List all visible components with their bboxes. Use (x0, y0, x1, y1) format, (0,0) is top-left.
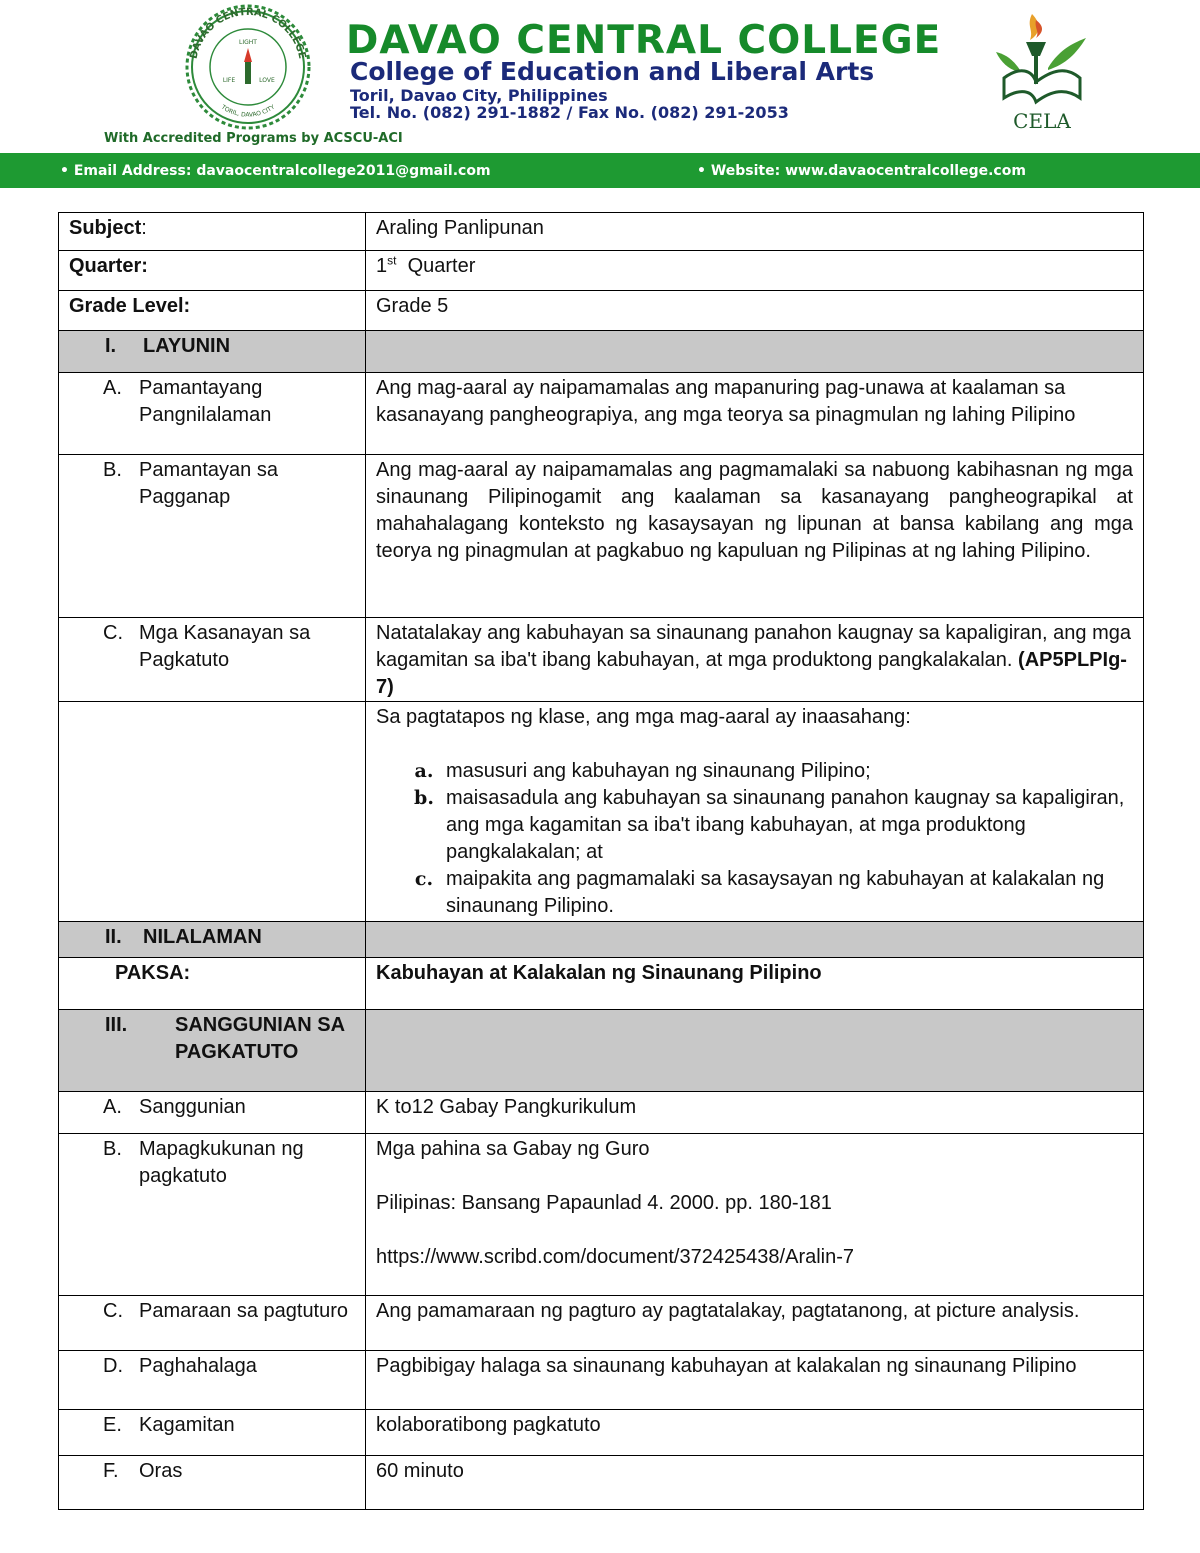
layunin-a-text: Ang mag-aaral ay naipamamalas ang mapanuring pag-unawa at kaalaman sa kasanayang pangheograpiya, ang mga teorya sa pinagmulan ng lahing Pilipino (366, 373, 1144, 455)
quarter-label: Quarter: (59, 251, 366, 291)
paksa-row (59, 958, 1144, 1010)
sanggunian-c-label: Pamaraan sa pagtuturo (139, 1300, 349, 1322)
sanggunian-row-c (59, 1296, 1144, 1351)
sanggunian-b-label: Mapagkukunan ng pagkatuto (139, 1138, 304, 1187)
layunin-c-text: Natatalakay ang kabuhayan sa sinaunang panahon kaugnay sa kapaligiran, ang mga kagamitan sa iba't ibang kabuhayan, at mga produktong pangkalakalan. (376, 622, 1131, 671)
subject-label-colon: : (141, 217, 147, 239)
letterhead (0, 0, 1200, 190)
objective-text: maisasadula ang kabuhayan sa sinaunang panahon kaugnay sa kapaligiran, ang mga kagamitan sa iba't ibang kabuhayan, at mga produktong pangkalakalan; at (446, 787, 1125, 863)
paksa-label-cell (59, 958, 366, 1010)
seal-motto-light: LIGHT (239, 39, 257, 46)
objective-item (402, 866, 1133, 920)
contact-band (0, 153, 1200, 188)
sanggunian-c-label-cell (59, 1296, 366, 1351)
objectives-intro: Sa pagtatapos ng klase, ang mga mag-aaral ay inaasahang: (376, 706, 911, 728)
sanggunian-heading (59, 1010, 366, 1092)
objectives-cell (366, 702, 1144, 922)
sanggunian-b-letter: B. (103, 1138, 122, 1160)
sanggunian-b-label-cell (59, 1134, 366, 1296)
subject-value: Araling Panlipunan (366, 213, 1144, 251)
sanggunian-e-label-cell (59, 1410, 366, 1456)
cela-torch-logo-icon (990, 8, 1094, 140)
subject-row (59, 213, 1144, 251)
sanggunian-row-b (59, 1134, 1144, 1296)
subject-label: Subject (69, 217, 142, 239)
sanggunian-empty-cell (366, 1010, 1144, 1092)
objective-key: a. (414, 760, 434, 782)
objective-text: maipakita ang pagmamalaki sa kasaysayan ng kabuhayan at kalakalan ng sinaunang Pilipino. (446, 868, 1105, 917)
cela-logo-text: CELA (1013, 109, 1071, 133)
layunin-row-b (59, 455, 1144, 618)
sanggunian-f-text: 60 minuto (366, 1456, 1144, 1510)
college-seal-icon (174, 4, 322, 130)
sanggunian-e-text: kolaboratibong pagkatuto (366, 1410, 1144, 1456)
sanggunian-row-d (59, 1351, 1144, 1410)
nilalaman-empty-cell (366, 922, 1144, 958)
sanggunian-c-text: Ang pamamaraan ng pagturo ay pagtatalakay, pagtatanong, at picture analysis. (366, 1296, 1144, 1351)
objective-item (402, 758, 1133, 785)
objective-text: masusuri ang kabuhayan ng sinaunang Pilipino; (446, 760, 871, 782)
sanggunian-d-label: Paghahalaga (139, 1355, 257, 1377)
lesson-plan-table (58, 212, 1144, 1510)
layunin-title: LAYUNIN (143, 335, 231, 357)
layunin-a-label-cell (59, 373, 366, 455)
competency-code: (AP5PLPIg-7) (376, 649, 1127, 698)
sanggunian-c-letter: C. (103, 1300, 123, 1322)
layunin-b-label: Pamantayan sa Pagganap (139, 459, 278, 508)
layunin-c-cell (366, 618, 1144, 702)
sanggunian-f-label-cell (59, 1456, 366, 1510)
objective-key: b. (414, 787, 434, 809)
sanggunian-row-f (59, 1456, 1144, 1510)
paksa-label: PAKSA: (115, 962, 191, 984)
objectives-empty-cell (59, 702, 366, 922)
objectives-row (59, 702, 1144, 922)
college-phone: Tel. No. (082) 291-1882 / Fax No. (082) 291-2053 (350, 103, 789, 122)
sanggunian-e-letter: E. (103, 1414, 122, 1436)
college-address: Toril, Davao City, Philippines (350, 86, 608, 105)
layunin-c-letter: C. (103, 622, 123, 644)
seal-motto-love: LOVE (259, 77, 275, 84)
nilalaman-heading (59, 922, 366, 958)
layunin-b-label-cell (59, 455, 366, 618)
section-header-nilalaman (59, 922, 1144, 958)
nilalaman-title: NILALAMAN (143, 926, 262, 948)
sanggunian-d-letter: D. (103, 1355, 123, 1377)
sanggunian-f-label: Oras (139, 1460, 183, 1482)
layunin-a-label: Pamantayang Pangnilalaman (139, 377, 272, 426)
seal-bottom-text: TORIL, DAVAO CITY (219, 103, 277, 119)
reference-line: Mga pahina sa Gabay ng Guro (376, 1138, 650, 1160)
sanggunian-b-cell (366, 1134, 1144, 1296)
sanggunian-d-text: Pagbibigay halaga sa sinaunang kabuhayan at kalakalan ng sinaunang Pilipino (366, 1351, 1144, 1410)
grade-row (59, 291, 1144, 331)
layunin-empty-cell (366, 331, 1144, 373)
seal-top-text: DAVAO CENTRAL COLLEGE (188, 6, 308, 60)
grade-label: Grade Level: (59, 291, 366, 331)
layunin-c-label-cell (59, 618, 366, 702)
layunin-heading (59, 331, 366, 373)
sanggunian-f-letter: F. (103, 1460, 119, 1482)
layunin-b-letter: B. (103, 459, 122, 481)
quarter-row (59, 251, 1144, 291)
quarter-number: 1 (376, 255, 388, 277)
contact-email: • Email Address: davaocentralcollege2011@gmail.com (60, 163, 491, 179)
sanggunian-d-label-cell (59, 1351, 366, 1410)
reference-link[interactable]: https://www.scribd.com/document/372425438/Aralin-7 (376, 1246, 855, 1268)
department-name: College of Education and Liberal Arts (350, 57, 875, 86)
reference-line: Pilipinas: Bansang Papaunlad 4. 2000. pp. 180-181 (376, 1192, 832, 1214)
sanggunian-number: III. (105, 1014, 128, 1036)
sanggunian-a-label-cell (59, 1092, 366, 1134)
layunin-row-a (59, 373, 1144, 455)
objective-key: c. (414, 868, 434, 890)
sanggunian-a-label: Sanggunian (139, 1096, 246, 1118)
sanggunian-row-a (59, 1092, 1144, 1134)
layunin-b-text: Ang mag-aaral ay naipamamalas ang pagmamalaki sa nabuong kabihasnan ng mga sinaunang Pilipinogamit ang kaalaman sa kasanayang pangheograpikal at mahahalagang konteksto ng kasaysayan ng lipunan at bansa kabilang ang mga teorya ng pinagmulan at pagkabuo ng kapuluan ng Pilipinas at ng lahing Pilipino. (366, 455, 1144, 618)
section-header-sanggunian (59, 1010, 1144, 1092)
sanggunian-row-e (59, 1410, 1144, 1456)
accreditation-note: With Accredited Programs by ACSCU-ACI (104, 131, 403, 146)
contact-website: • Website: www.davaocentralcollege.com (697, 163, 1026, 179)
layunin-a-letter: A. (103, 377, 122, 399)
paksa-value: Kabuhayan at Kalakalan ng Sinaunang Pilipino (366, 958, 1144, 1010)
objective-item (402, 785, 1133, 866)
college-name: DAVAO CENTRAL COLLEGE (346, 18, 942, 63)
seal-motto-life: LIFE (222, 77, 236, 84)
subject-label-cell (59, 213, 366, 251)
quarter-value-cell (366, 251, 1144, 291)
sanggunian-title: SANGGUNIAN SA PAGKATUTO (175, 1014, 345, 1063)
layunin-row-c (59, 618, 1144, 702)
nilalaman-number: II. (105, 926, 122, 948)
quarter-suffix: st (387, 253, 397, 268)
layunin-c-label: Mga Kasanayan sa Pagkatuto (139, 622, 311, 671)
quarter-word: Quarter (407, 255, 476, 277)
grade-value: Grade 5 (366, 291, 1144, 331)
sanggunian-a-text: K to12 Gabay Pangkurikulum (366, 1092, 1144, 1134)
layunin-number: I. (105, 335, 117, 357)
sanggunian-a-letter: A. (103, 1096, 122, 1118)
section-header-layunin (59, 331, 1144, 373)
sanggunian-e-label: Kagamitan (139, 1414, 235, 1436)
objectives-list (376, 758, 1133, 920)
